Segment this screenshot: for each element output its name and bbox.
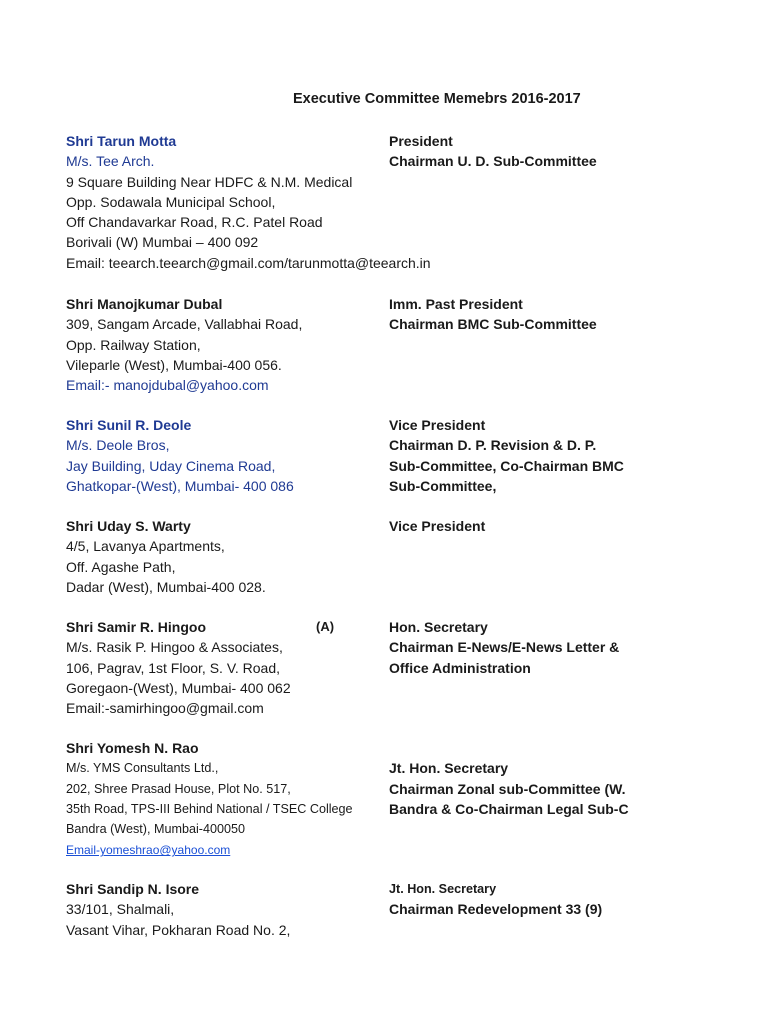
member-address-line: 4/5, Lavanya Apartments, (66, 538, 225, 555)
member-address-line: Borivali (W) Mumbai – 400 092 (66, 234, 259, 251)
member-role: Office Administration (389, 659, 531, 676)
member-address-line: Bandra (West), Mumbai-400050 (66, 822, 245, 837)
member-address-line: M/s. Tee Arch. (66, 153, 155, 170)
member-address-line: Opp. Sodawala Municipal School, (66, 193, 276, 210)
member-address-line: Ghatkopar-(West), Mumbai- 400 086 (66, 477, 294, 494)
member-name: Shri Tarun Motta (66, 133, 177, 149)
member-role: Chairman Redevelopment 33 (9) (389, 901, 603, 918)
member-name: Shri Yomesh N. Rao (66, 740, 199, 756)
member-role: Sub-Committee, (389, 477, 497, 494)
member-address-line: 106, Pagrav, 1st Floor, S. V. Road, (66, 659, 281, 676)
member-name: Shri Uday S. Warty (66, 518, 191, 534)
member-address-line: 35th Road, TPS-III Behind National / TSEC College (66, 801, 353, 816)
member-role: Jt. Hon. Secretary (389, 760, 509, 777)
member-role: Sub-Committee, Co-Chairman BMC (389, 457, 624, 474)
member-annotation-mark: (A) (316, 619, 335, 634)
member-address-line: M/s. YMS Consultants Ltd., (66, 761, 219, 776)
member-address-line: 202, Shree Prasad House, Plot No. 517, (66, 781, 291, 796)
member-address-line: Jay Building, Uday Cinema Road, (66, 457, 276, 474)
member-role: Chairman E-News/E-News Letter & (389, 639, 620, 656)
member-role: President (389, 133, 453, 149)
member-role: Chairman U. D. Sub-Committee (389, 153, 597, 170)
member-role: Hon. Secretary (389, 619, 488, 635)
member-address-line: Vileparle (West), Mumbai-400 056. (66, 356, 282, 373)
member-address-line: 33/101, Shalmali, (66, 901, 175, 918)
member-email: Email:- manojdubal@yahoo.com (66, 377, 269, 394)
member-address-line: Goregaon-(West), Mumbai- 400 062 (66, 679, 291, 696)
member-address-line: Dadar (West), Mumbai-400 028. (66, 578, 266, 595)
member-address-line: Off. Agashe Path, (66, 558, 176, 575)
member-role: Chairman BMC Sub-Committee (389, 316, 597, 333)
member-address-line: Opp. Railway Station, (66, 336, 201, 353)
member-role: Bandra & Co-Chairman Legal Sub-C (389, 800, 629, 817)
page-title: Executive Committee Memebrs 2016-2017 (293, 91, 581, 107)
member-name: Shri Sandip N. Isore (66, 881, 200, 897)
member-address-line: 309, Sangam Arcade, Vallabhai Road, (66, 316, 303, 333)
member-email: Email:-samirhingoo@gmail.com (66, 700, 264, 717)
member-email: Email: teearch.teearch@gmail.com/tarunmotta@teearch.in (66, 254, 431, 271)
member-role: Jt. Hon. Secretary (389, 882, 497, 896)
member-role: Imm. Past President (389, 296, 523, 312)
member-role: Vice President (389, 518, 486, 534)
member-address-line: Off Chandavarkar Road, R.C. Patel Road (66, 214, 323, 231)
member-name: Shri Samir R. Hingoo (66, 619, 207, 635)
member-role: Chairman D. P. Revision & D. P. (389, 437, 597, 454)
member-address-line: Vasant Vihar, Pokharan Road No. 2, (66, 921, 291, 938)
member-role: Vice President (389, 417, 486, 433)
member-address-line: 9 Square Building Near HDFC & N.M. Medical (66, 173, 353, 190)
member-name: Shri Manojkumar Dubal (66, 296, 223, 312)
member-email-link[interactable]: Email-yomeshrao@yahoo.com (66, 843, 231, 858)
member-address-line: M/s. Deole Bros, (66, 437, 170, 454)
member-name: Shri Sunil R. Deole (66, 417, 192, 433)
member-role: Chairman Zonal sub-Committee (W. (389, 780, 626, 797)
member-address-line: M/s. Rasik P. Hingoo & Associates, (66, 639, 283, 656)
